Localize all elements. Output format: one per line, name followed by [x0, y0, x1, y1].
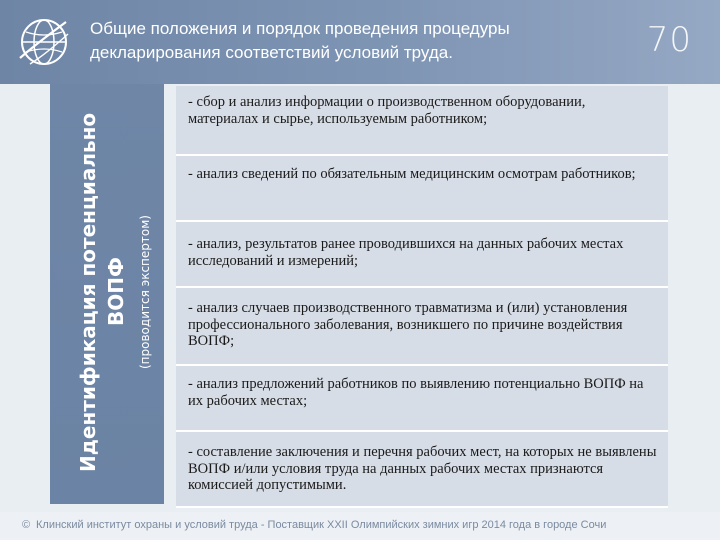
- slide-title-line-1: Общие положения и порядок проведения процедуры: [90, 19, 510, 38]
- side-panel-main-label-text: Идентификация потенциально ВОПФ: [76, 112, 128, 472]
- header-bar: [0, 0, 720, 84]
- item-list: [176, 86, 668, 508]
- footer: [0, 512, 720, 540]
- side-panel-sub-label: [134, 92, 156, 492]
- list-item: - анализ сведений по обязательным медицинским осмотрам работников;: [176, 156, 668, 222]
- list-item: - анализ, результатов ранее проводившихся на данных рабочих местах исследований и измерений;: [176, 222, 668, 288]
- side-panel-main-label: [70, 92, 134, 492]
- list-item: - составление заключения и перечня рабочих мест, на которых не выявлены ВОПФ и/или условия труда на данных рабочих местах признаются комиссией допустимыми.: [176, 432, 668, 508]
- footer-text: Клинский институт охраны и условий труда - Поставщик XXII Олимпийских зимних игр 2014 года в городе Сочи: [36, 519, 607, 531]
- side-panel-sub-label-text: (проводится экспертом): [138, 215, 152, 369]
- list-item: - анализ случаев производственного травматизма и (или) установления профессионального заболевания, возникшего по причине воздействия ВОПФ;: [176, 288, 668, 366]
- list-item: - сбор и анализ информации о производственном оборудовании, материалах и сырье, используемым работником;: [176, 86, 668, 156]
- globe-logo-icon: [16, 14, 72, 70]
- slide-number: 70: [646, 20, 692, 60]
- slide-title: [90, 17, 610, 65]
- slide-title-line-2: декларирования соответствий условий труда.: [90, 43, 453, 62]
- list-item: - анализ предложений работников по выявлению потенциально ВОПФ на их рабочих местах;: [176, 366, 668, 432]
- copyright-icon: ©: [22, 519, 31, 531]
